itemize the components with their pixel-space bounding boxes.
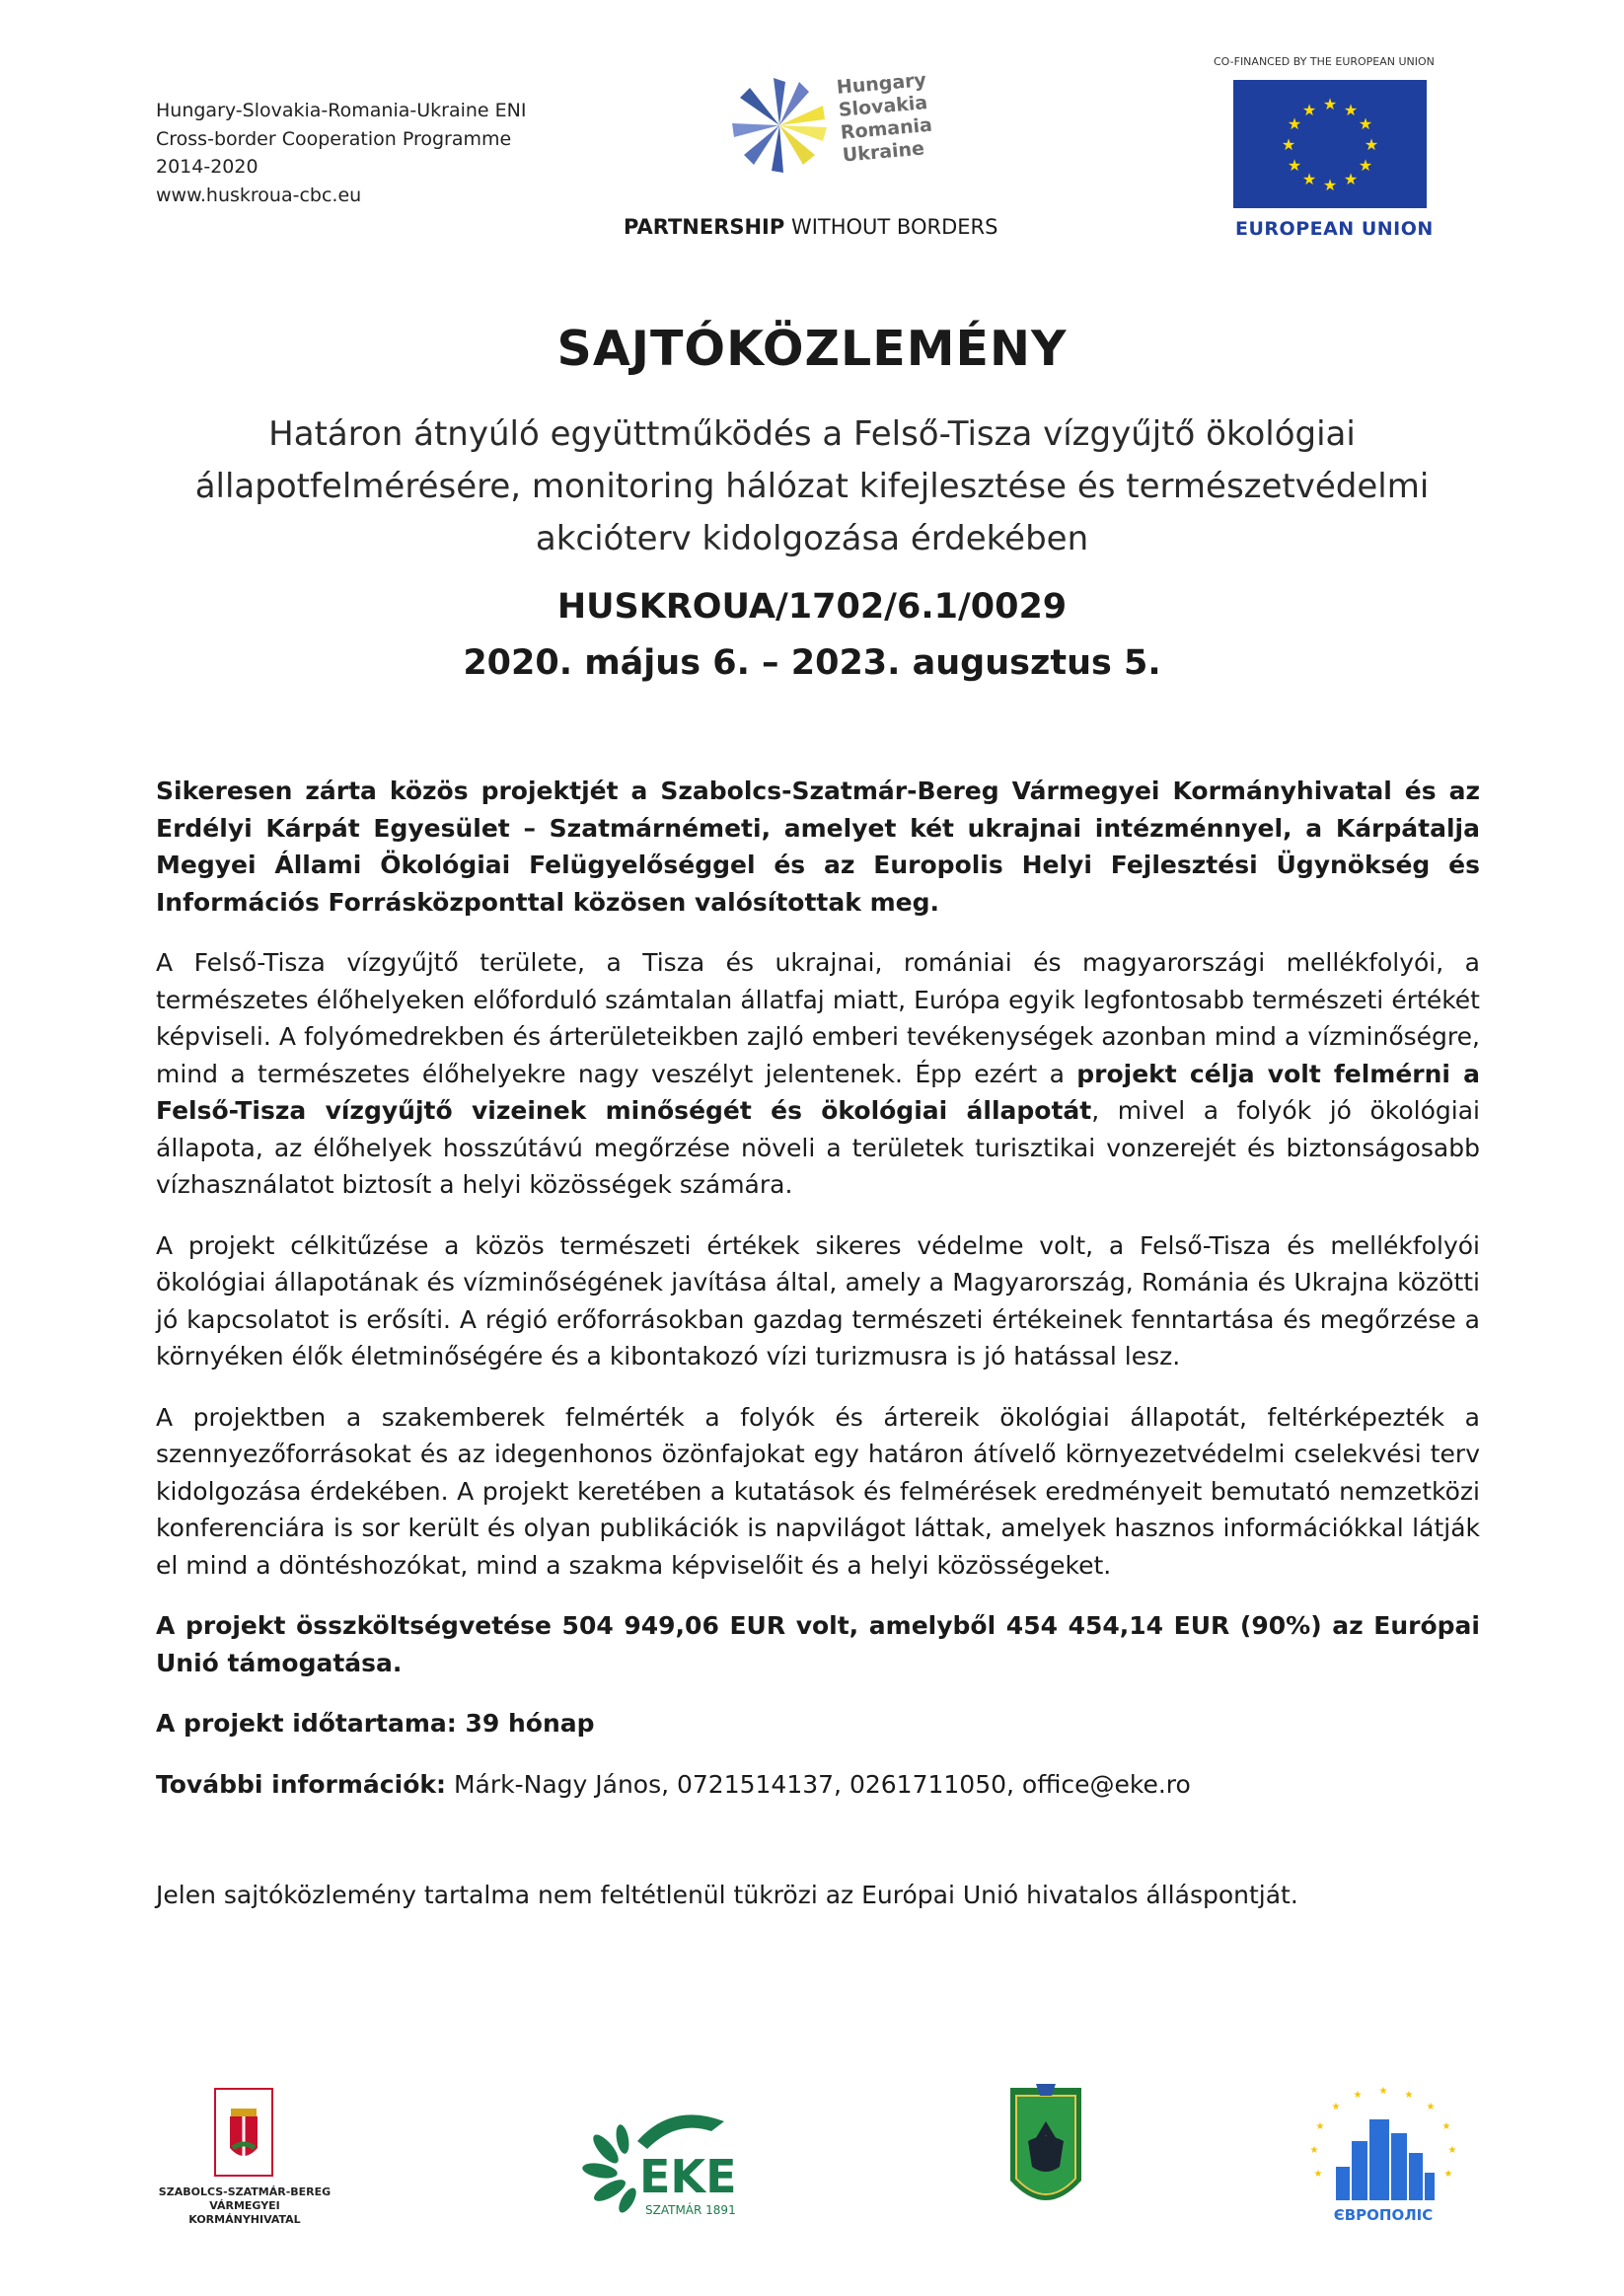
eu-flag-icon: [1233, 80, 1427, 208]
svg-text:★: ★: [1404, 2090, 1414, 2101]
huskroua-logo: [725, 71, 942, 187]
eke-logo-subtext: SZATMÁR 1891: [645, 2203, 736, 2217]
activities-paragraph: A projektben a szakemberek felmérték a folyók és ártereik ökológiai állapotát, feltérképezték a szennyezőforrásokat és az idegenhonos özönfajokat egy határon átívelő környezetvédelmi cselekvési terv kidolgozása érdekében. A projekt keretében a kutatások és felmérések eredményeit bemutató nemzetközi konferenciára is sor került és olyan publikációk is napvilágot láttak, amelyek hasznos információkkal látják el mind a döntéshozókat, mind a szakma képviselőit és a helyi közösségeket.: [156, 1402, 1480, 1580]
government-office-logo: [156, 2087, 333, 2230]
contact-info: További információk: Márk-Nagy János, 0721514137, 0261711050, office@eke.ro: [156, 1769, 1191, 1799]
disclaimer: Jelen sajtóközlemény tartalma nem feltétlenül tükrözi az Európai Unió hivatalos álláspontját.: [156, 1881, 1298, 1909]
eke-logo: [578, 2092, 736, 2230]
svg-text:★: ★: [1287, 114, 1302, 133]
svg-text:★: ★: [1287, 156, 1302, 175]
duration-paragraph: A projekt időtartama: 39 hónap: [156, 1709, 595, 1738]
government-office-name: SZABOLCS-SZATMÁR-BEREG VÁRMEGYEI KORMÁNYHIVATAL: [158, 2185, 332, 2226]
eke-logo-text: EKE: [639, 2150, 736, 2203]
objective-paragraph: A projekt célkitűzése a közös természeti értékek sikeres védelme volt, a Felső-Tisza és mellékfolyói ökológiai állapotának és vízminőségének javítása által, amely a Magyarország, Románia és Ukrajna közötti jó kapcsolatot is erősíti. A régió erőforrásokban gazdag természeti értékeinek fenntartása és megőrzése a környéken élők életminőségére és a kibontakozó vízi turizmusra is jó hatással lesz.: [156, 1230, 1480, 1370]
svg-text:★: ★: [1343, 170, 1359, 188]
svg-text:★: ★: [1301, 170, 1317, 188]
svg-text:★: ★: [1378, 2086, 1388, 2097]
svg-text:★: ★: [1343, 101, 1359, 119]
europolis-logo-text: ЄВРОПОЛІС: [1333, 2206, 1434, 2224]
context-paragraph: A Felső-Tisza vízgyűjtő területe, a Tisza és ukrajnai, romániai és magyarországi mellékfolyói, a természetes élőhelyeken előforduló számtalan állatfaj miatt, Európa egyik legfontosabb természeti értékét képviseli. A folyómedrekben és árterületeikben zajló emberi tevékenységek azonban mind a vízminőségre, mind a természetes élőhelyekre nagy veszélyt jelentenek. Épp ezért a projekt célja volt felmérni a Felső-Tisza vízgyűjtő vizeinek minőségét és ökológiai állapotát, mivel a folyók jó ökológiai állapota, az élőhelyek hosszútávú megőrzése növeli a területek turisztikai vonzerejét és biztonságosabb vízhasználatot biztosít a helyi közösségek számára.: [156, 948, 1481, 1199]
page-subtitle: Határon átnyúló együttműködés a Felső-Tisza vízgyűjtő ökológiai állapotfelmérésére, monitoring hálózat kifejlesztése és természetvédelmi akcióterv kidolgozása érdekében: [194, 414, 1430, 558]
svg-text:★: ★: [1281, 135, 1296, 154]
svg-text:★: ★: [1358, 114, 1373, 133]
intro-paragraph: Sikeresen zárta közös projektjét a Szabolcs-Szatmár-Bereg Vármegyei Kormányhivatal és az Erdélyi Kárpát Egyesület – Szatmárnémeti, amelyet két ukrajnai intézménnyel, a Kárpátalja Megyei Állami Ökológiai Felügyelőséggel és az Europolis Helyi Fejlesztési Ügynökség és Információs Forrásközponttal közösen valósítottak meg.: [156, 777, 1480, 917]
shield-emblem-icon: [1006, 2082, 1085, 2220]
programme-info: [156, 97, 526, 209]
svg-text:★: ★: [1364, 135, 1379, 154]
ecological-inspectorate-emblem: [1006, 2082, 1085, 2220]
project-dates: 2020. május 6. – 2023. augusztus 5.: [463, 643, 1161, 683]
eu-cofinanced-block: [1214, 55, 1450, 240]
budget-paragraph: A projekt összköltségvetése 504 949,06 EUR volt, amelyből 454 454,14 EUR (90%) az Európai Unió támogatása.: [156, 1611, 1480, 1677]
svg-text:★: ★: [1309, 2145, 1319, 2156]
programme-url: www.huskroua-cbc.eu: [156, 184, 362, 206]
svg-text:★: ★: [1441, 2121, 1451, 2132]
star-logo-icon: [725, 71, 834, 180]
programme-line: 2014-2020: [156, 156, 258, 178]
press-release-body: [156, 773, 1480, 1826]
partnership-slogan: PARTNERSHIP WITHOUT BORDERS: [624, 215, 998, 239]
programme-line: Hungary-Slovakia-Romania-Ukraine ENI: [156, 100, 527, 121]
svg-text:★: ★: [1447, 2145, 1457, 2156]
svg-text:★: ★: [1322, 95, 1338, 113]
logo-countries: Hungary Slovakia Romania Ukraine: [836, 69, 933, 167]
svg-text:★: ★: [1331, 2102, 1341, 2112]
europolis-logo: [1292, 2082, 1475, 2240]
svg-text:★: ★: [1358, 156, 1373, 175]
project-goal-highlight: projekt célja volt felmérni a Felső-Tisza vízgyűjtő vizeinek minőségét és ökológiai állapotát: [156, 1059, 1480, 1125]
eu-cofinanced-text: CO-FINANCED BY THE EUROPEAN UNION: [1214, 55, 1435, 68]
page-title: SAJTÓKÖZLEMÉNY: [556, 321, 1068, 377]
eu-label: EUROPEAN UNION: [1235, 218, 1434, 240]
svg-text:★: ★: [1443, 2169, 1453, 2180]
svg-text:★: ★: [1315, 2121, 1325, 2132]
svg-text:★: ★: [1353, 2090, 1363, 2101]
svg-text:★: ★: [1426, 2102, 1436, 2112]
coat-of-arms-icon: [156, 2087, 333, 2185]
svg-text:★: ★: [1313, 2169, 1323, 2180]
svg-text:★: ★: [1301, 101, 1317, 119]
svg-text:★: ★: [1322, 176, 1338, 194]
project-code: HUSKROUA/1702/6.1/0029: [556, 587, 1068, 627]
programme-line: Cross-border Cooperation Programme: [156, 127, 512, 150]
